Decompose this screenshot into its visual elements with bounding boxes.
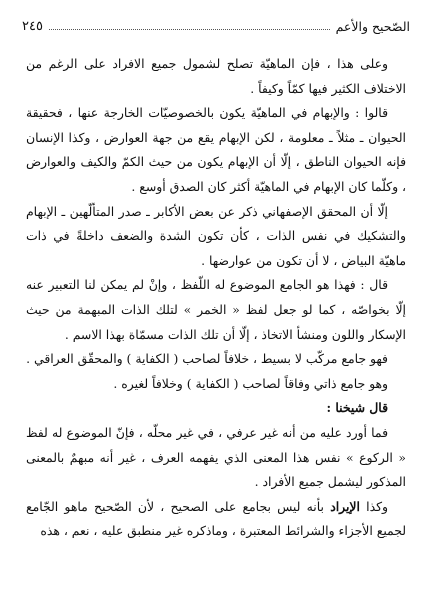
paragraph-8-bold-word: الإيراد [330,498,360,514]
paragraph-8-rest: بأنه ليس بجامع على الصحيح ، لأن الصّحيح ماهو الجّامع لجميع الأجزاء والشرائط المعتبرة ، وماذكره غير منطبق عليه ، نعم ، هذه [26,498,406,539]
page-number: ٢٤٥ [22,18,43,34]
paragraph-6: وهو جامع ذاتي وفاقاً لصاحب ( الكفاية ) وخلافاً لغيره . [113,375,388,391]
paragraph-8 [26,495,406,544]
paragraph-8-lead: وكذا [359,498,388,514]
paragraph-5: فهو جامع مركّب لا بسيط ، خلافاً لصاحب ( الكفاية ) والمحقّق العراقي . [26,351,388,367]
paragraph-4: قال : فهذا هو الجامع الموضوع له اللّفظ ، وإنْ لم يمكن لنا التعبير عنه إلّا بخواصّه ، كما لو جعل لفظ « الخمر » لتلك الذات المبهمة من حيث الإسكار واللون ومنشأ الاتخاذ ، إلّا أن تلك الذات مسمّاة بهذا الاسم . [26,277,406,342]
paragraph-1: وعلى هذا ، فإن الماهيّة تصلح لشمول جميع الافراد على الرغم من الاختلاف الكثير فيها كمّاً وكيفاً . [26,56,406,96]
paragraph-7: فما أورد عليه من أنه غير عرفي ، في غير محلّه ، فإنّ الموضوع له لفظ « الركوع » نفس هذا المعنى الذي يفهمه العرف ، غير أنه مبهمٌ بالمعنى المذكور ليشمل جميع الأفراد . [26,424,406,490]
header-dot-leader [49,29,330,30]
section-heading: قال شيخنا : [326,400,388,416]
paragraph-3: إلّا أن المحقق الإصفهاني ذكر عن بعض الأكابر ـ صدر المتألّهين ـ الإبهام والتشكيك في نفس الذات ، كأن تكون الشدة والضعف داخلةً في ذات ماهيّة البياض ، لا أن تكون من عوارضها . [26,203,406,268]
body-text [26,52,406,544]
running-header [22,16,410,36]
paragraph-2: قالوا : والإبهام في الماهيّة يكون بالخصوصيّات الخارجة عنها ، فحقيقة الحيوان ـ مثلاً ـ معلومة ، لكن الإبهام يقع من جهة العوارض ، وكذا الإنسان فإنه الحيوان الناطق ، إلّا أن الإبهام يكون من حيث الكمّ والكيف والعوارض ، وكلّما كان الإبهام في الماهيّة أكثر كان الصدق أوسع . [26,105,406,194]
running-header-title: الصّحيح والأعم [335,18,410,34]
